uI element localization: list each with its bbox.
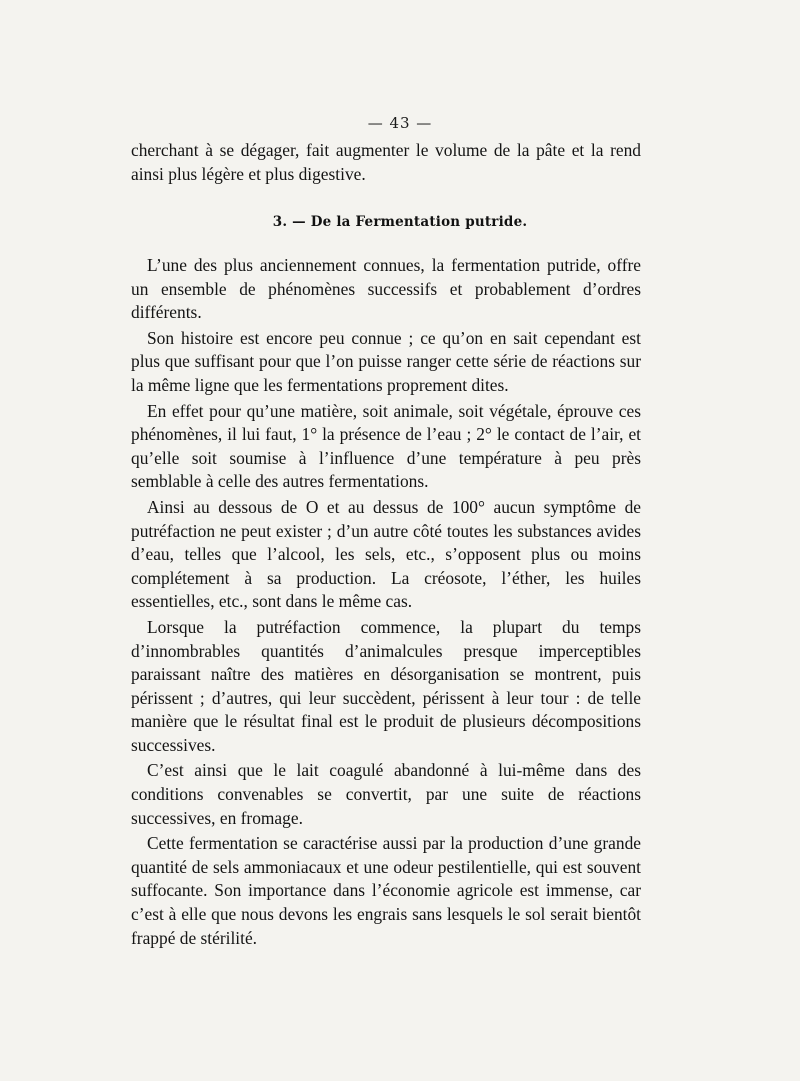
paragraph-2: Son histoire est encore peu connue ; ce qu’on en sait cependant est plus que suffisant pour que l’on puisse ranger cette série de réactions sur la même ligne que les fermentations proprement dites. [131, 327, 641, 395]
intro-paragraph: cherchant à se dégager, fait augmenter le volume de la pâte et la rend ainsi plus légère et plus digestive. [131, 140, 641, 184]
section-body [131, 254, 641, 950]
intro-text-block [131, 139, 641, 186]
paragraph-7: Cette fermentation se caractérise aussi par la production d’une grande quantité de sels ammoniacaux et une odeur pestilentielle, qui est souvent suffocante. Son importance dans l’économie agricole est immense, car c’est à elle que nous devons les engrais sans lesquels le sol serait bientôt frappé de stérilité. [131, 833, 641, 948]
section-heading: 3. — De la Fermentation putride. [272, 214, 528, 230]
paragraph-1: L’une des plus anciennement connues, la fermentation putride, offre un ensemble de phénomènes successifs et probablement d’ordres différents. [131, 255, 641, 323]
paragraph-6: C’est ainsi que le lait coagulé abandonné à lui-même dans des conditions convenables se convertit, par une suite de réactions successives, en fromage. [131, 760, 641, 828]
paragraph-3: En effet pour qu’une matière, soit animale, soit végétale, éprouve ces phénomènes, il lui faut, 1° la présence de l’eau ; 2° le contact de l’air, et qu’elle soit soumise à l’influence d’une température à peu près semblable à celle des autres fermentations. [131, 400, 641, 492]
page-number: — 43 — [367, 114, 433, 132]
paragraph-5: Lorsque la putréfaction commence, la plupart du temps d’innombrables quantités d’animalcules presque imperceptibles paraissant naître des matières en désorganisation se montrent, puis périssent ; d’autres, qui leur succèdent, périssent à leur tour : de telle manière que le résultat final est le produit de plusieurs décompositions successives. [131, 616, 641, 755]
paragraph-4: Ainsi au dessous de O et au dessus de 100° aucun symptôme de putréfaction ne peut exister ; d’un autre côté toutes les substances avides d’eau, telles que l’alcool, les sels, etc., s’opposent plus ou moins complétement à sa production. La créosote, l’éther, les huiles essentielles, etc., sont dans le même cas. [131, 496, 641, 612]
